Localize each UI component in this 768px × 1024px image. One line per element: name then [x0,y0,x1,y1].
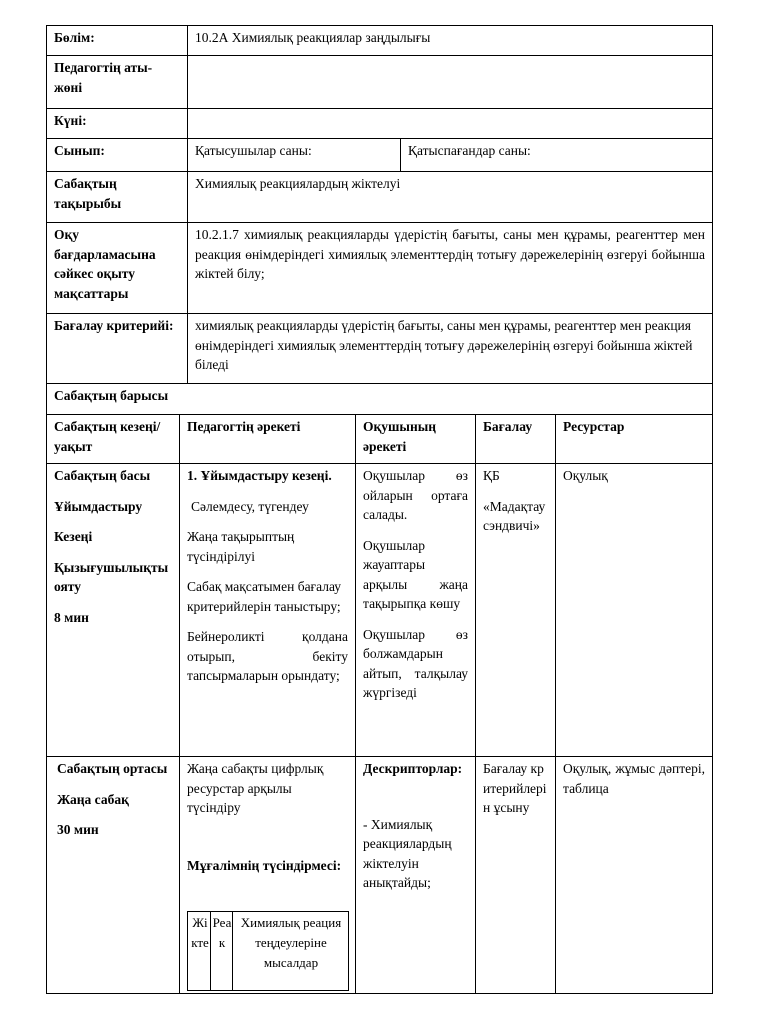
topic-value: Химиялық реакциялардың жіктелуі [195,176,401,191]
row2-stage [47,757,179,853]
row2-resources: Оқулық, жұмыс дәптері, таблица [563,761,705,796]
stage-line: Кезеңі [54,529,93,544]
teacher-step: Сәлемдесу, түгендеу [191,498,309,514]
row1-resources: Оқулық [563,468,608,483]
col-header-stage: Сабақтың кезеңі/ уақыт [54,419,161,454]
row1-teacher [180,464,355,699]
section-value: 10.2А Химиялық реакциялар заңдылығы [195,30,431,45]
teacher-intro: Жаңа сабақты цифрлық ресурстар арқылы түсіндіру [187,761,324,815]
stage-line: Жаңа сабақ [57,791,129,807]
row2-student [356,757,475,906]
teacher-step: Жаңа тақырыптың түсіндірілуі [187,529,295,564]
progress-title: Сабақтың барысы [54,388,169,403]
stage-line: Сабақтың басы [54,468,151,483]
stage-line: Қызығушылықты ояту [54,559,169,594]
teacher-name-field[interactable] [188,56,712,60]
row2-assessment: Бағалау критерийлерін ұсыну [483,761,547,815]
student-step: Оқушылар жауаптары арқылы жаңа тақырыпқа көшу [363,537,468,611]
student-step: Оқушылар өз болжамдарын айтып, талқылау жүргізеді [363,626,468,700]
row1-stage [47,464,179,640]
teacher-label: Педагогтің аты-жөні [54,60,153,95]
teacher-heading: 1. Ұйымдастыру кезеңі. [187,468,332,483]
descriptors-heading: Дескрипторлар: [363,761,463,776]
inner-col-classify: Жікте [191,915,209,950]
objectives-label: Оқу бағдарламасына сәйкес оқыту мақсаттары [54,227,156,301]
stage-line: Сабақтың ортасы [57,761,168,776]
stage-line: 30 мин [57,822,99,837]
assessment-item: ҚБ [483,468,500,483]
stage-line: 8 мин [54,609,89,625]
criteria-label: Бағалау критерийі: [54,318,174,333]
assessment-item: «Мадақтау сэндвичі» [483,498,546,533]
teacher-step: Сабақ мақсатымен бағалау критерийлерін таныстыру; [187,579,341,614]
row1-assessment [476,464,555,549]
col-header-assessment: Бағалау [483,419,533,434]
stage-line: Ұйымдастыру [54,498,143,514]
date-field[interactable] [188,109,712,113]
inner-col-examples: Химиялық реация теңдеулеріне мысалдар [240,915,342,970]
date-label: Күні: [54,113,87,128]
row2-teacher [180,757,355,888]
objectives-value: 10.2.1.7 химиялық реакцияларды үдерістің бағыты, саны мен құрамы, реагенттер мен реакция өнімдеріндегі химиялық элементтердің тотығу дәрежелерінің өзгеруі бойынша жіктей білу; [195,227,705,281]
col-header-resources: Ресурстар [563,419,625,434]
descriptor-item: - Химиялық реакциялардың жіктелуін анықтайды; [363,816,452,890]
teacher-step: Бейнероликті қолдана отырып, бекіту тапсырмаларын орындату; [187,629,348,683]
col-header-student: Оқушының әрекеті [363,419,437,454]
student-step: Оқушылар өз ойларын ортаға салады. [363,468,468,522]
reactions-examples-table [187,911,349,991]
class-label: Сынып: [54,143,105,158]
inner-col-reaction: Реак [212,915,232,950]
present-count-label: Қатысушылар саны: [195,143,312,158]
section-label: Бөлім: [54,30,95,45]
col-header-teacher: Педагогтің әрекеті [187,419,301,434]
absent-count-label: Қатыспағандар саны: [408,143,531,158]
criteria-value: химиялық реакцияларды үдерістің бағыты, саны мен құрамы, реагенттер мен реакция өнімдеріндегі химиялық элементтердің тотығу дәрежелерінің өзгеруі бойынша жіктей біледі [195,318,693,372]
row1-student [356,464,475,716]
topic-label: Сабақтың тақырыбы [54,176,122,211]
teacher-explanation-heading: Мұғалімнің түсіндірмесі: [187,857,342,873]
lesson-plan-table [46,25,713,994]
